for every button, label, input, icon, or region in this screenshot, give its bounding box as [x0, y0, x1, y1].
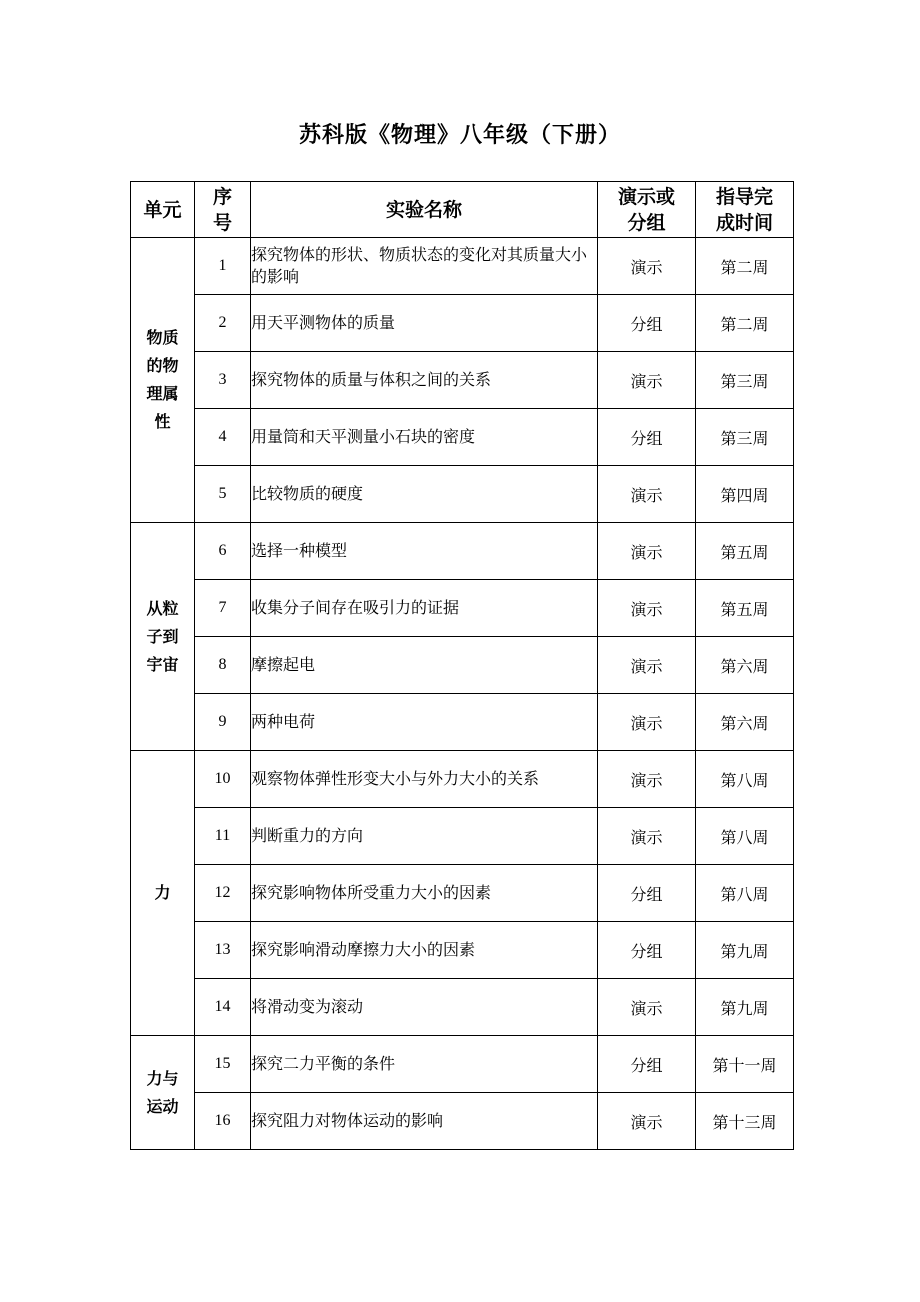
experiment-type: 演示: [598, 466, 696, 523]
completion-week: 第六周: [696, 694, 794, 751]
row-number: 13: [195, 922, 251, 979]
table-row: [131, 808, 794, 865]
experiment-name: 探究物体的形状、物质状态的变化对其质量大小的影响: [251, 238, 598, 295]
unit-line: 性: [154, 412, 171, 431]
completion-week: 第四周: [696, 466, 794, 523]
experiment-type: 演示: [598, 694, 696, 751]
experiment-type: 分组: [598, 409, 696, 466]
unit-cell: [131, 523, 195, 751]
experiment-name: 用天平测物体的质量: [251, 295, 598, 352]
experiment-type: 演示: [598, 637, 696, 694]
unit-line: 运动: [146, 1096, 179, 1116]
table-row: [131, 580, 794, 637]
row-number: 1: [195, 238, 251, 295]
experiment-type: 分组: [598, 1036, 696, 1093]
table-row: [131, 637, 794, 694]
completion-week: 第八周: [696, 808, 794, 865]
unit-line: 理属: [146, 384, 179, 403]
table-row: [131, 409, 794, 466]
header-seq-line: 号: [212, 211, 232, 234]
header-row: [131, 182, 794, 238]
completion-week: 第五周: [696, 523, 794, 580]
row-number: 9: [195, 694, 251, 751]
header-week-line: 成时间: [715, 211, 773, 234]
table-row: [131, 979, 794, 1036]
experiment-type: 演示: [598, 238, 696, 295]
experiment-name: 将滑动变为滚动: [251, 979, 598, 1036]
header-name: 实验名称: [251, 182, 598, 238]
page-title: 苏科版《物理》八年级（下册）: [298, 123, 621, 148]
table-row: [131, 751, 794, 808]
header-type: [598, 182, 696, 238]
unit-line: 子到: [146, 626, 179, 646]
row-number: 4: [195, 409, 251, 466]
row-number: 15: [195, 1036, 251, 1093]
header-week-line: 指导完: [715, 185, 773, 208]
experiment-type: 演示: [598, 580, 696, 637]
header-type-line: 分组: [627, 211, 666, 234]
header-unit: 单元: [131, 182, 195, 238]
experiment-type: 分组: [598, 295, 696, 352]
header-seq: [195, 182, 251, 238]
experiment-type: 分组: [598, 922, 696, 979]
row-number: 3: [195, 352, 251, 409]
experiment-name: 摩擦起电: [251, 637, 598, 694]
table-row: [131, 295, 794, 352]
table-row: [131, 238, 794, 295]
table-row: [131, 466, 794, 523]
experiment-type: 演示: [598, 979, 696, 1036]
row-number: 12: [195, 865, 251, 922]
experiment-name: 探究阻力对物体运动的影响: [251, 1093, 598, 1150]
table-row: [131, 865, 794, 922]
experiment-name: 探究影响滑动摩擦力大小的因素: [251, 922, 598, 979]
unit-cell: [131, 238, 195, 523]
experiment-name: 收集分子间存在吸引力的证据: [251, 580, 598, 637]
header-week: [696, 182, 794, 238]
experiment-name: 观察物体弹性形变大小与外力大小的关系: [251, 751, 598, 808]
completion-week: 第十三周: [696, 1093, 794, 1150]
row-number: 10: [195, 751, 251, 808]
table-row: [131, 1093, 794, 1150]
experiment-name: 判断重力的方向: [251, 808, 598, 865]
table-row: [131, 1036, 794, 1093]
experiment-type: 演示: [598, 751, 696, 808]
header-type-line: 演示或: [617, 185, 675, 208]
row-number: 8: [195, 637, 251, 694]
experiment-name: 两种电荷: [251, 694, 598, 751]
row-number: 5: [195, 466, 251, 523]
unit-line: 宇宙: [146, 654, 179, 674]
completion-week: 第三周: [696, 409, 794, 466]
row-number: 11: [195, 808, 251, 865]
row-number: 14: [195, 979, 251, 1036]
row-number: 16: [195, 1093, 251, 1150]
experiment-name: 比较物质的硬度: [251, 466, 598, 523]
completion-week: 第三周: [696, 352, 794, 409]
experiment-type: 演示: [598, 1093, 696, 1150]
row-number: 7: [195, 580, 251, 637]
unit-cell: [131, 751, 195, 1036]
experiment-type: 分组: [598, 865, 696, 922]
unit-line: 力与: [146, 1068, 179, 1088]
table-row: [131, 922, 794, 979]
unit-line: 从粒: [146, 598, 179, 618]
completion-week: 第九周: [696, 922, 794, 979]
experiment-name: 用量筒和天平测量小石块的密度: [251, 409, 598, 466]
table-row: [131, 523, 794, 580]
unit-cell: [131, 1036, 195, 1150]
experiment-table: [130, 181, 794, 1150]
unit-line: 物质: [146, 328, 179, 347]
completion-week: 第八周: [696, 865, 794, 922]
completion-week: 第十一周: [696, 1036, 794, 1093]
unit-line: 力: [154, 883, 171, 902]
experiment-name: 探究影响物体所受重力大小的因素: [251, 865, 598, 922]
row-number: 6: [195, 523, 251, 580]
row-number: 2: [195, 295, 251, 352]
header-seq-line: 序: [212, 185, 232, 208]
completion-week: 第六周: [696, 637, 794, 694]
experiment-type: 演示: [598, 352, 696, 409]
completion-week: 第五周: [696, 580, 794, 637]
table-row: [131, 694, 794, 751]
table-row: [131, 352, 794, 409]
experiment-name: 探究二力平衡的条件: [251, 1036, 598, 1093]
experiment-name: 选择一种模型: [251, 523, 598, 580]
experiment-type: 演示: [598, 523, 696, 580]
completion-week: 第二周: [696, 238, 794, 295]
experiment-type: 演示: [598, 808, 696, 865]
completion-week: 第九周: [696, 979, 794, 1036]
experiment-name: 探究物体的质量与体积之间的关系: [251, 352, 598, 409]
completion-week: 第二周: [696, 295, 794, 352]
completion-week: 第八周: [696, 751, 794, 808]
unit-line: 的物: [146, 356, 179, 375]
